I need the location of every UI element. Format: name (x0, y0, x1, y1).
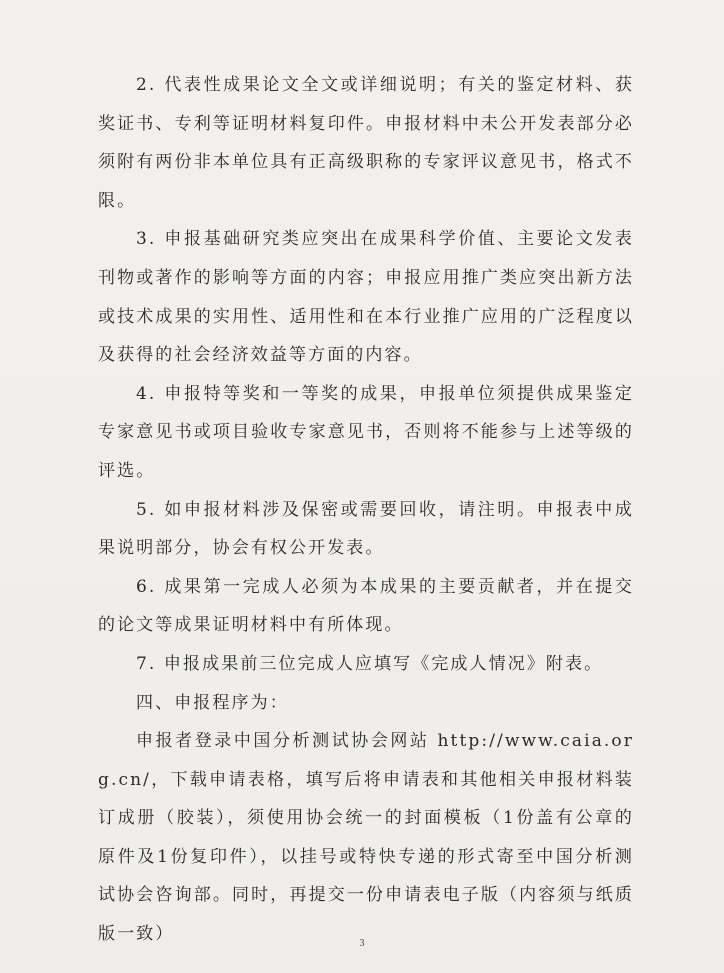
paragraph-item-3: 3. 申报基础研究类应突出在成果科学价值、主要论文发表刊物或著作的影响等方面的内容；申报应用推广类应突出新方法或技术成果的实用性、适用性和在本行业推广应用的广泛程度以及获得的社会经济效益等方面的内容。 (98, 229, 634, 366)
paragraph-item-4: 4. 申报特等奖和一等奖的成果，申报单位须提供成果鉴定专家意见书或项目验收专家意见书，否则将不能参与上述等级的评选。 (98, 383, 634, 481)
section-heading-procedure: 四、申报程序为： (136, 692, 289, 713)
document-body (98, 66, 634, 954)
page-number: 3 (359, 938, 365, 949)
paragraph-procedure: 申报者登录中国分析测试协会网站 http://www.caia.org.cn/，下载申请表格，填写后将申请表和其他相关申报材料装订成册（胶装），须使用协会统一的封面模板（1份盖有公章的原件及1份复印件），以挂号或特快专递的形式寄至中国分析测试协会咨询部。同时，再提交一份申请表电子版（内容须与纸质版一致） (98, 731, 634, 945)
paragraph-item-7: 7. 申报成果前三位完成人应填写《完成人情况》附表。 (136, 653, 604, 674)
paragraph-item-6: 6. 成果第一完成人必须为本成果的主要贡献者，并在提交的论文等成果证明材料中有所体现。 (98, 576, 634, 636)
paragraph-item-2: 2. 代表性成果论文全文或详细说明；有关的鉴定材料、获奖证书、专利等证明材料复印件。申报材料中未公开发表部分必须附有两份非本单位具有正高级职称的专家评议意见书，格式不限。 (98, 75, 634, 211)
paragraph-item-5: 5. 如申报材料涉及保密或需要回收，请注明。申报表中成果说明部分，协会有权公开发表。 (98, 499, 634, 559)
